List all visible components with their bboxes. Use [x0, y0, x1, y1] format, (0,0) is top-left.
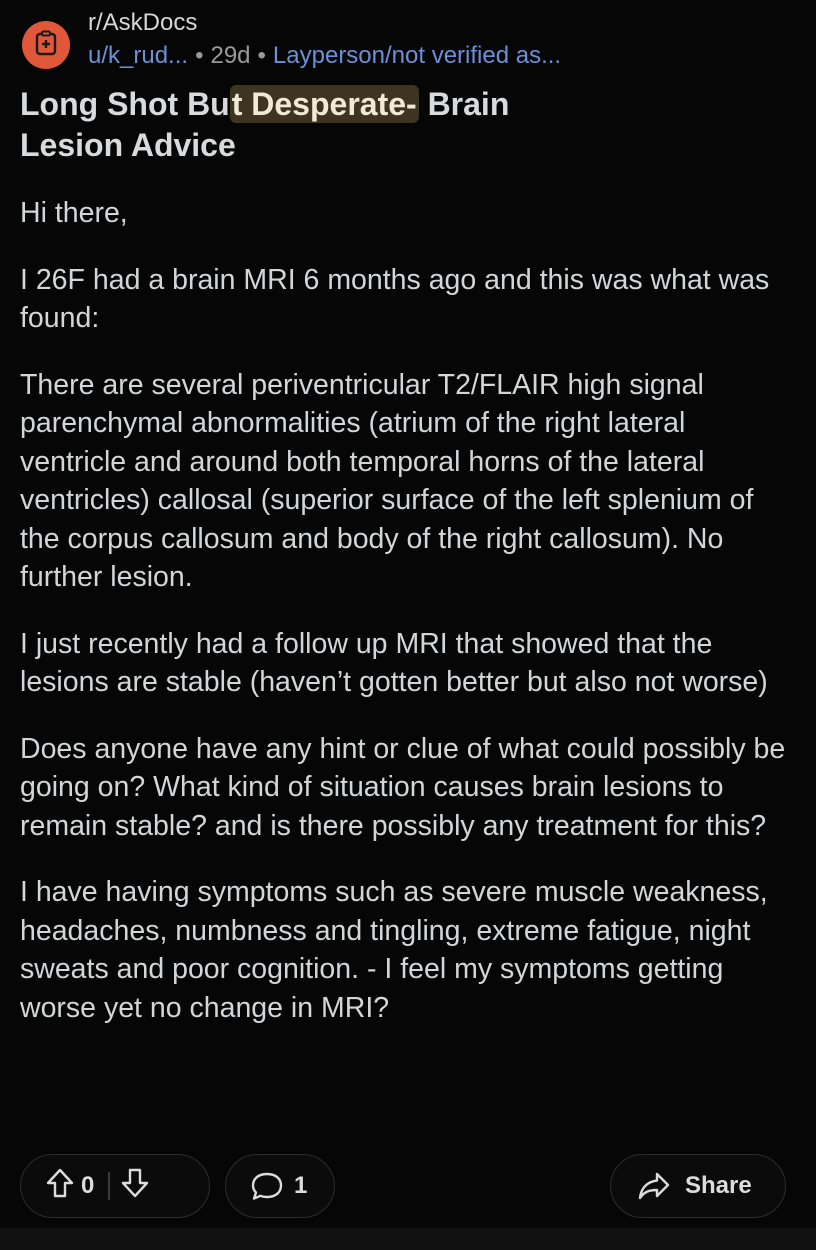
- comment-count: 1: [294, 1172, 308, 1199]
- title-highlighted-text: t Desperate-: [231, 86, 417, 122]
- subreddit-avatar[interactable]: [22, 21, 70, 69]
- downvote-arrow-icon: [120, 1167, 150, 1206]
- comment-bubble-icon: [250, 1170, 284, 1202]
- vote-count: 0: [81, 1172, 95, 1199]
- title-text-end: Brain Lesion Advice: [20, 86, 510, 163]
- user-flair[interactable]: Layperson/not verified as...: [272, 42, 562, 69]
- bottom-strip: [0, 1228, 816, 1250]
- body-paragraph: There are several periventricular T2/FLAIR high signal parenchymal abnormalities (atrium of the right lateral ventricle and around both temporal horns of the lateral ventricles) callosal (superior surface of the left splenium of the corpus callosum and body of the right callosum). No further lesion.: [20, 368, 754, 593]
- post-action-bar: [20, 1154, 786, 1220]
- share-label: Share: [685, 1172, 752, 1199]
- clipboard-plus-icon: [34, 30, 58, 61]
- post-title: [20, 84, 610, 166]
- vote-divider: [108, 1172, 110, 1200]
- comments-button[interactable]: [225, 1154, 335, 1218]
- upvote-arrow-icon: [45, 1167, 75, 1206]
- post-body: [20, 194, 795, 1055]
- upvote-button[interactable]: [45, 1167, 75, 1206]
- meta-separator: •: [257, 42, 266, 69]
- post-meta: [88, 42, 561, 70]
- title-text-start: Long Shot Bu: [20, 86, 230, 122]
- share-arrow-icon: [637, 1171, 671, 1201]
- share-button[interactable]: [610, 1154, 786, 1218]
- body-paragraph: Does anyone have any hint or clue of what could possibly be going on? What kind of situation causes brain lesions to remain stable? and is there possibly any treatment for this?: [20, 732, 786, 842]
- body-paragraph: I have having symptoms such as severe muscle weakness, headaches, numbness and tingling, extreme fatigue, night sweats and poor cognition. - I feel my symptoms getting worse yet no change in MRI?: [20, 876, 768, 1024]
- subreddit-name[interactable]: r/AskDocs: [88, 9, 198, 36]
- author-link[interactable]: u/k_rud...: [88, 42, 189, 69]
- downvote-button[interactable]: [120, 1167, 150, 1206]
- body-paragraph: I 26F had a brain MRI 6 months ago and this was what was found:: [20, 263, 770, 334]
- vote-control: [20, 1154, 210, 1218]
- meta-separator: •: [195, 42, 204, 69]
- post-header: [20, 8, 796, 78]
- body-paragraph: Hi there,: [20, 197, 128, 229]
- body-paragraph: I just recently had a follow up MRI that showed that the lesions are stable (haven’t gotten better but also not worse): [20, 627, 768, 698]
- post-age: 29d: [210, 42, 251, 69]
